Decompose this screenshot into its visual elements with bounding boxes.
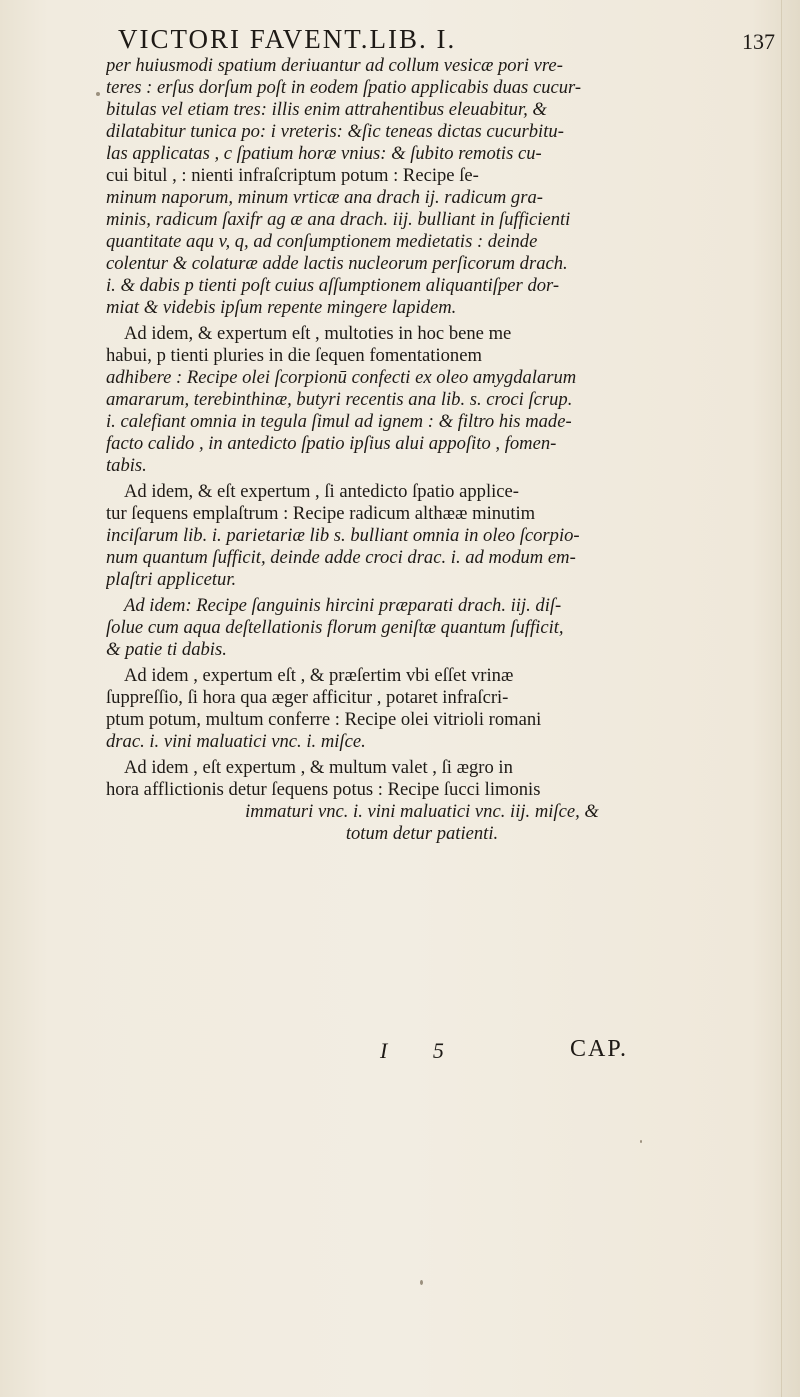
text-line: hora afflictionis detur ſequens potus : Recipe ſucci limonis (106, 779, 541, 800)
page-header (96, 20, 786, 60)
text-line: Ad idem , eſt expertum , & multum valet , ſi ægro in (124, 757, 513, 778)
text-line: ſolue cum aqua deſtellationis florum geniſtæ quantum ſufficit, (106, 617, 564, 638)
text-line: habui, p tienti pluries in die ſequen fomentationem (106, 345, 482, 366)
text-line: drac. i. vini maluatici vnc. i. miſce. (106, 731, 366, 752)
text-line: quantitate aqu v, q, ad conſumptionem medietatis : deinde (106, 231, 538, 252)
page-number: 137 (742, 29, 775, 54)
text-line: i. & dabis p tienti poſt cuius aſſumptionem aliquantiſper dor- (106, 275, 560, 296)
text-line: minum naporum, minum vrticæ ana drach ij. radicum gra- (106, 187, 543, 208)
text-line: immaturi vnc. i. vini maluatici vnc. iij. miſce, & (245, 801, 599, 822)
text-line: num quantum ſufficit, deinde adde croci drac. i. ad modum em- (106, 547, 576, 568)
text-line: Ad idem: Recipe ſanguinis hircini præparati drach. iij. diſ- (124, 595, 562, 616)
text-line: cui bitul , : nienti infraſcriptum potum : Recipe ſe- (106, 165, 479, 186)
text-line: facto calido , in antedicto ſpatio ipſius alui appoſito , fomen- (106, 433, 557, 454)
ink-speck (640, 1140, 642, 1143)
text-line: Ad idem, & expertum eſt , multoties in hoc bene me (124, 323, 512, 344)
text-line: teres : erſus dorſum poſt in eodem ſpatio applicabis duas cucur- (106, 77, 582, 98)
text-line: tur ſequens emplaſtrum : Recipe radicum althææ minutim (106, 503, 536, 524)
text-line: totum detur patienti. (345, 823, 499, 844)
text-line: i. calefiant omnia in tegula ſimul ad ignem : & filtro his made- (106, 411, 572, 432)
text-line: & patie ti dabis. (106, 639, 227, 660)
text-line: per huiusmodi spatium deriuantur ad collum vesicæ pori vre- (106, 55, 563, 76)
text-line: miat & videbis ipſum repente mingere lapidem. (106, 297, 457, 318)
text-line: bitulas vel etiam tres: illis enim attrahentibus eleuabitur, & (106, 99, 547, 120)
text-line: dilatabitur tunica po: i vreteris: &ſic teneas dictas cucurbitu- (106, 121, 564, 142)
text-line: Ad idem , expertum eſt , & præſertim vbi eſſet vrinæ (124, 665, 514, 686)
text-line: amararum, terebinthinæ, butyri recentis ana lib. s. croci ſcrup. (106, 389, 573, 410)
signature-mark: I 5 (380, 1038, 464, 1063)
text-line: las applicatas , c ſpatium horæ vnius: & ſubito remotis cu- (106, 143, 542, 164)
text-line: Ad idem, & eſt expertum , ſi antedicto ſpatio applice- (124, 481, 519, 502)
catchword: CAP. (570, 1036, 629, 1062)
text-line: minis, radicum ſaxifr ag æ ana drach. iij. bulliant in ſufficienti (106, 209, 571, 230)
text-line: inciſarum lib. i. parietariæ lib s. bulliant omnia in oleo ſcorpio- (106, 525, 580, 546)
text-line: tabis. (106, 455, 147, 476)
running-head: VICTORI FAVENT.LIB. I. (118, 24, 457, 54)
text-line: adhibere : Recipe olei ſcorpionū confecti ex oleo amygdalarum (106, 367, 577, 388)
body-text (106, 55, 798, 845)
ink-speck (420, 1280, 423, 1285)
page-footer (96, 1030, 786, 1070)
text-line: plaſtri applicetur. (106, 569, 237, 590)
text-line: ſuppreſſio, ſi hora qua æger afficitur , potaret infraſcri- (106, 687, 509, 708)
text-line: ptum potum, multum conferre : Recipe olei vitrioli romani (106, 709, 542, 730)
ink-speck (96, 92, 100, 96)
text-line: colentur & colaturæ adde lactis nucleorum perſicorum drach. (106, 253, 568, 274)
